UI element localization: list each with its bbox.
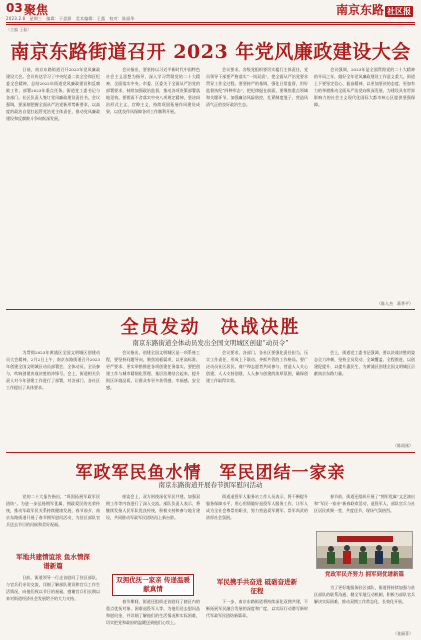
story1-headline: 南京东路街道召开 2023 年党风廉政建设大会 bbox=[10, 41, 411, 63]
story2-col3 bbox=[206, 349, 308, 449]
story1-col1 bbox=[6, 66, 100, 299]
story1-col2 bbox=[106, 66, 200, 299]
story3-col2 bbox=[106, 493, 200, 571]
story3-col4-text: 春节前，街道还组织开展了“拥军优属”文艺演出和“军民一家亲”新春联欢活动，退役军人、部队官兵与社区居民欢聚一堂，共度佳节，现场气氛热烈。 bbox=[314, 494, 415, 513]
story3-col4 bbox=[314, 493, 415, 529]
photo-image bbox=[317, 532, 413, 569]
story3-subhead-box-2: 双拥优抚一家亲 传递温暖献真情 bbox=[112, 574, 194, 596]
issue-meta: 2023.2.8 星期三 编辑：于思源 美术编辑：王露 校对：陈丽华 bbox=[6, 16, 135, 21]
page-number: 03 bbox=[6, 1, 23, 15]
story1-byline: （陈人杰 蒋季平） bbox=[377, 301, 413, 306]
section-divider-1 bbox=[6, 309, 415, 310]
story3-col3 bbox=[206, 493, 308, 575]
story1-col3-text: 会议要求，各级党组织要切实履行主体责任，党员领导干部要严格落实“一岗双责”，把全面从严治党要求贯穿工作全过程。要坚持严的基调，强化日常监督，用好监督执纪“四种形态”，把纪律挺在前面。要聚焦重点领域和关键环节，加强廉洁风险防控，扎紧制度笼子，营造风清气正的良好政治生态。 bbox=[206, 67, 308, 107]
photo-caption-title: 党政军民齐努力 拥军到优谱新篇 bbox=[325, 572, 404, 578]
story1-col1-text: 日前，南京东路街道召开2023年党风廉政建设大会。会议传达学习了中央纪委二次全会和区纪委全会精神，总结2022年街道党风廉政建设和反腐败工作，部署2023年重点任务。街道党工委书记与各部门、社区负责人签订党风廉政建设责任书。会议强调，要深刻把握全面从严治党新形势新要求，以高度的政治自觉扛起管党治党主体责任，推动党风廉政建设和反腐败斗争向纵深发展。 bbox=[6, 67, 100, 121]
header-rule-thin bbox=[6, 24, 415, 25]
story3-headline: 军政军民鱼水情 军民团结一家亲 bbox=[75, 463, 346, 483]
story3-col2b bbox=[106, 598, 200, 636]
story3-col1-text: 党的二十大报告指出，“巩固拓展军政军民团结”。为进一步弘扬拥军优属、拥政爱民的光荣传统，推动军政军民关系持续健康发展，春节前夕，南京东路街道开展了春节拥军慰问活动，为驻区部队官兵送去节日的问候和美好祝福。 bbox=[6, 494, 100, 527]
story1-col2-text: 会议指出，要坚持以习近平新时代中国特色社会主义思想为指导，深入学习贯彻党的二十大精神，全面落实中央、市委、区委关于全面从严治党的部署要求，持续加强政治监督，推动各项决策部署落地见效。要锲而不舍落实中央八项规定精神，坚决纠治形式主义、官僚主义，持续巩固拓展作风建设成果，以优良作风保障各项工作顺利开展。 bbox=[106, 67, 200, 114]
section-divider-2 bbox=[6, 452, 415, 453]
story3-col3-text: 街道退役军人服务站工作人员表示，将不断提升服务保障水平，用心用情做好退役军人服务工作，让军人成为全社会尊崇的职业，努力营造爱军拥军、崇军尚武的浓厚社会氛围。 bbox=[206, 494, 308, 520]
story2-subhead: 南京东路街道全体动员发出全国文明城区创建“动员令” bbox=[132, 339, 289, 347]
story3-subhead: 南京东路街道开展春节拥军慰问活动 bbox=[158, 481, 263, 489]
story3-col3b-text: 下一步，南京东路街道将持续深化双拥共建，不断拓展军民融合发展的深度和广度，以实际行动谱写新时代军政军民团结新篇章。 bbox=[206, 599, 308, 618]
story3-col1b-text: 日前，街道领导一行走访慰问了驻区部队，与官兵们亲切交流，详细了解部队建设和官兵工作生活情况，向他们致以节日的祝福，感谢官兵们长期以来对街道经济社会发展给予的大力支持。 bbox=[6, 575, 100, 601]
story3-col1b bbox=[6, 574, 100, 636]
story2-col4-text: 会上，街道党工委书记强调，要以决战决胜的姿态全力冲刺，坚持全员发动、全域覆盖、全程推进，以创建促提升、以提升惠民生，为黄浦区创建全国文明城区贡献南京东路力量。 bbox=[314, 350, 415, 376]
story3-col2b-text: 春节期间，街道还组织走访慰问了辖区内的重点优抚对象、困难退役军人等，为他们送去慰问品和慰问金，并详细了解他们的生活情况和实际困难，切实把党和政府的温暖送到他们心坎上。 bbox=[106, 599, 200, 625]
story2-byline: （陈雨丝） bbox=[393, 443, 413, 448]
news-photo bbox=[316, 531, 413, 569]
story3-subhead-box-3: 军民携手共奋进 砥砺奋进新征程 bbox=[216, 578, 298, 595]
story2-col4 bbox=[314, 349, 415, 441]
story3-col4b-text: 为了更好地服务驻区部队，街道将持续加强与驻区部队的联系沟通，健全军地互动机制，积极为部队官兵解决实际困难，推动双拥工作常态化、长效化开展。 bbox=[314, 585, 415, 604]
story3-col2-text: 座谈会上，双方围绕深化军民共建、加强双拥工作等内容进行了深入交流。部队负责人表示，将继续发扬人民军队优良传统，积极支持和参与地方建设，共同推动军政军民团结再上新台阶。 bbox=[106, 494, 200, 520]
story3-col1 bbox=[6, 493, 100, 551]
header-rule bbox=[6, 22, 415, 23]
story2-col1 bbox=[6, 349, 100, 449]
masthead-badge: 社区报 bbox=[387, 7, 411, 16]
story1-col3 bbox=[206, 66, 308, 299]
story3-subhead-box-1: 军地共建情谊浓 鱼水情深谱新篇 bbox=[16, 553, 90, 570]
story2-col2-text: 会议指出，创建全国文明城区是一项系统工程，要坚持问题导向，聚焦短板弱项，以更高标准、更严要求、更实举措推进各项创建任务落实。要把创建工作与城市精细化管理、基层治理结合起来，提升街区环境品质，让群众有更多获得感、幸福感、安全感。 bbox=[106, 350, 200, 390]
story3-byline: （张丽菲） bbox=[393, 631, 413, 636]
story1-col4-text: 会议强调，2023年是全面贯彻党的二十大精神的开局之年，做好全年党风廉政建设工作意义重大。街道上下要坚定信心、振奋精神，以更加坚决的态度、更加有力的举措推动全面从严治党向纵深发展，为建设具有世界影响力的社会主义现代化国际大都市核心区提供坚强保障。 bbox=[314, 67, 415, 107]
editor-line: （主编 王磊） bbox=[6, 27, 32, 32]
story2-col3-text: 会议要求，各部门、各社区要强化责任担当，压实工作责任，形成上下联动、齐抓共管的工作格局。要广泛动员社区居民、商户和志愿者共同参与，营造人人关心创建、人人支持创建、人人参与创建的浓厚氛围，确保创建工作取得实效。 bbox=[206, 350, 308, 383]
story2-col1-text: 为贯彻2023年黄浦区全国文明城区创建动员大会精神，2月2日上午，南京东路街道召开2023年创建全国文明城区动员部署会，全体动员、全员参与，吹响创建决战决胜的冲锋号。会上，街道相关负责人对今年创建工作进行了部署，对各部门、各社区工作提出了具体要求。 bbox=[6, 350, 100, 390]
masthead-title: 南京东路 bbox=[335, 3, 384, 17]
page-header bbox=[0, 0, 421, 21]
masthead bbox=[336, 1, 413, 18]
story3-col4b bbox=[314, 584, 415, 630]
story1-col4 bbox=[314, 66, 415, 299]
story3-col3b bbox=[206, 598, 308, 636]
story2-col2 bbox=[106, 349, 200, 449]
story2-headline: 全员发动 决战决胜 bbox=[120, 317, 301, 338]
section-name: 聚焦 bbox=[24, 3, 49, 17]
